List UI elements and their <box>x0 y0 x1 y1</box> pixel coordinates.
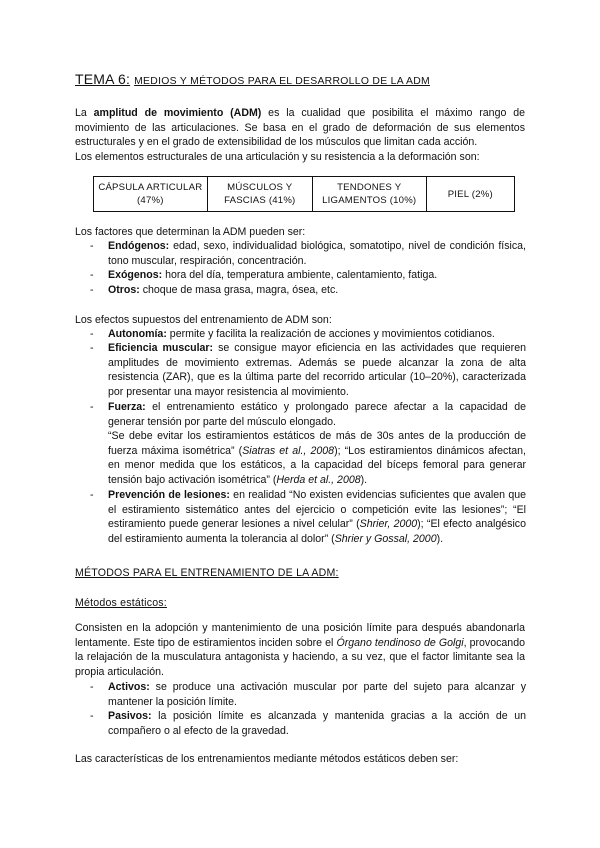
list-item-autonomia: - Autonomía: permite y facilita la realización de acciones y movimientos cotidianos. <box>90 328 495 340</box>
intro-text-cont: es la cualidad que posibilita el máximo rango de movimiento de las articulaciones. Se basa en el grado de deformación de sus elementos estructurales y en el grado de extensibilidad de los músculos que limitan cada acción. <box>75 107 525 149</box>
table-cell-tendones: TENDONES Y LIGAMENTOS (10%) <box>312 177 426 212</box>
intro-text: La <box>75 107 94 119</box>
tema-label: TEMA 6: <box>75 71 131 87</box>
factores-intro: Los factores que determinan la ADM pueden ser: <box>75 226 306 238</box>
caracteristicas-paragraph: Las características de los entrenamientos mediante métodos estáticos deben ser: <box>75 753 459 765</box>
table-cell-capsula: CÁPSULA ARTICULAR (47%) <box>94 177 208 212</box>
structural-elements-table <box>93 176 515 212</box>
table-cell-musculos: MÚSCULOS Y FASCIAS (41%) <box>207 177 312 212</box>
table-cell-piel: PIEL (2%) <box>426 177 514 212</box>
list-item-activos: - Activos: se produce una activación muscular por parte del sujeto para alcanzar y mantener la posición límite. <box>90 681 526 708</box>
intro-term: amplitud de movimiento (ADM) <box>93 107 262 119</box>
list-item-endogenos: - Endógenos: edad, sexo, individualidad biológica, somatotipo, nivel de condición física, tono muscular, respiración, concentración. <box>90 240 526 267</box>
list-item-eficiencia: - Eficiencia muscular: se consigue mayor eficiencia en las actividades que requieren amplitudes de movimiento extremas. Además se puede alcanzar la zona de alta resistencia (ZAR), que es la última parte del recorrido articular (10–20%), caracterizada por presentar una mayor resistencia al movimiento. <box>90 342 526 398</box>
list-item-prevencion: - Prevención de lesiones: en realidad “No existen evidencias suficientes que avalen que el estiramiento sistemático antes del ejercicio o competición evite las lesiones”; “El estiramiento puede generar lesiones a nivel celular” (Shrier, 2000); “El efecto analgésico del estiramiento aumenta la tolerancia al dolor” (Shrier y Gossal, 2000). <box>90 489 526 545</box>
elements-intro: Los elementos estructurales de una articulación y su resistencia a la deformación son: <box>75 151 480 163</box>
list-item-fuerza: - Fuerza: el entrenamiento estático y prolongado parece afectar a la capacidad de generar tensión por parte del músculo elongado. “Se debe evitar los estiramientos estáticos de más de 30s antes de la producción de fuerza máxima isométrica” (Siatras et al., 2008); “Los estiramientos dinámicos afectan, en menor medida que los estáticos, a la capacidad del bíceps femoral para generar tensión bajo activación isométrica” (Herda et al., 2008). <box>90 401 526 486</box>
intro-paragraph <box>75 106 525 150</box>
page-title <box>75 72 430 90</box>
list-item-otros: - Otros: choque de masa grasa, magra, ósea, etc. <box>90 284 339 296</box>
list-item-exogenos: - Exógenos: hora del día, temperatura ambiente, calentamiento, fatiga. <box>90 269 438 281</box>
tema-subtitle: MEDIOS Y MÉTODOS PARA EL DESARROLLO DE LA ADM <box>134 76 430 87</box>
efectos-intro: Los efectos supuestos del entrenamiento de ADM son: <box>75 314 332 326</box>
list-item-pasivos: - Pasivos: la posición límite es alcanzada y mantenida gracias a la acción de un compañero o al efecto de la gravedad. <box>90 710 526 737</box>
metodos-heading: MÉTODOS PARA EL ENTRENAMIENTO DE LA ADM: <box>75 567 339 579</box>
metodos-estaticos-subheading: Métodos estáticos: <box>75 597 167 609</box>
metodos-paragraph: Consisten en la adopción y mantenimiento de una posición límite para después abandonarla lentamente. Este tipo de estiramientos inciden sobre el Órgano tendinoso de Golgi, provocando la relajación de la musculatura antagonista y haciendo, a su vez, que el factor limitante sea la propia articulación. <box>75 622 525 678</box>
